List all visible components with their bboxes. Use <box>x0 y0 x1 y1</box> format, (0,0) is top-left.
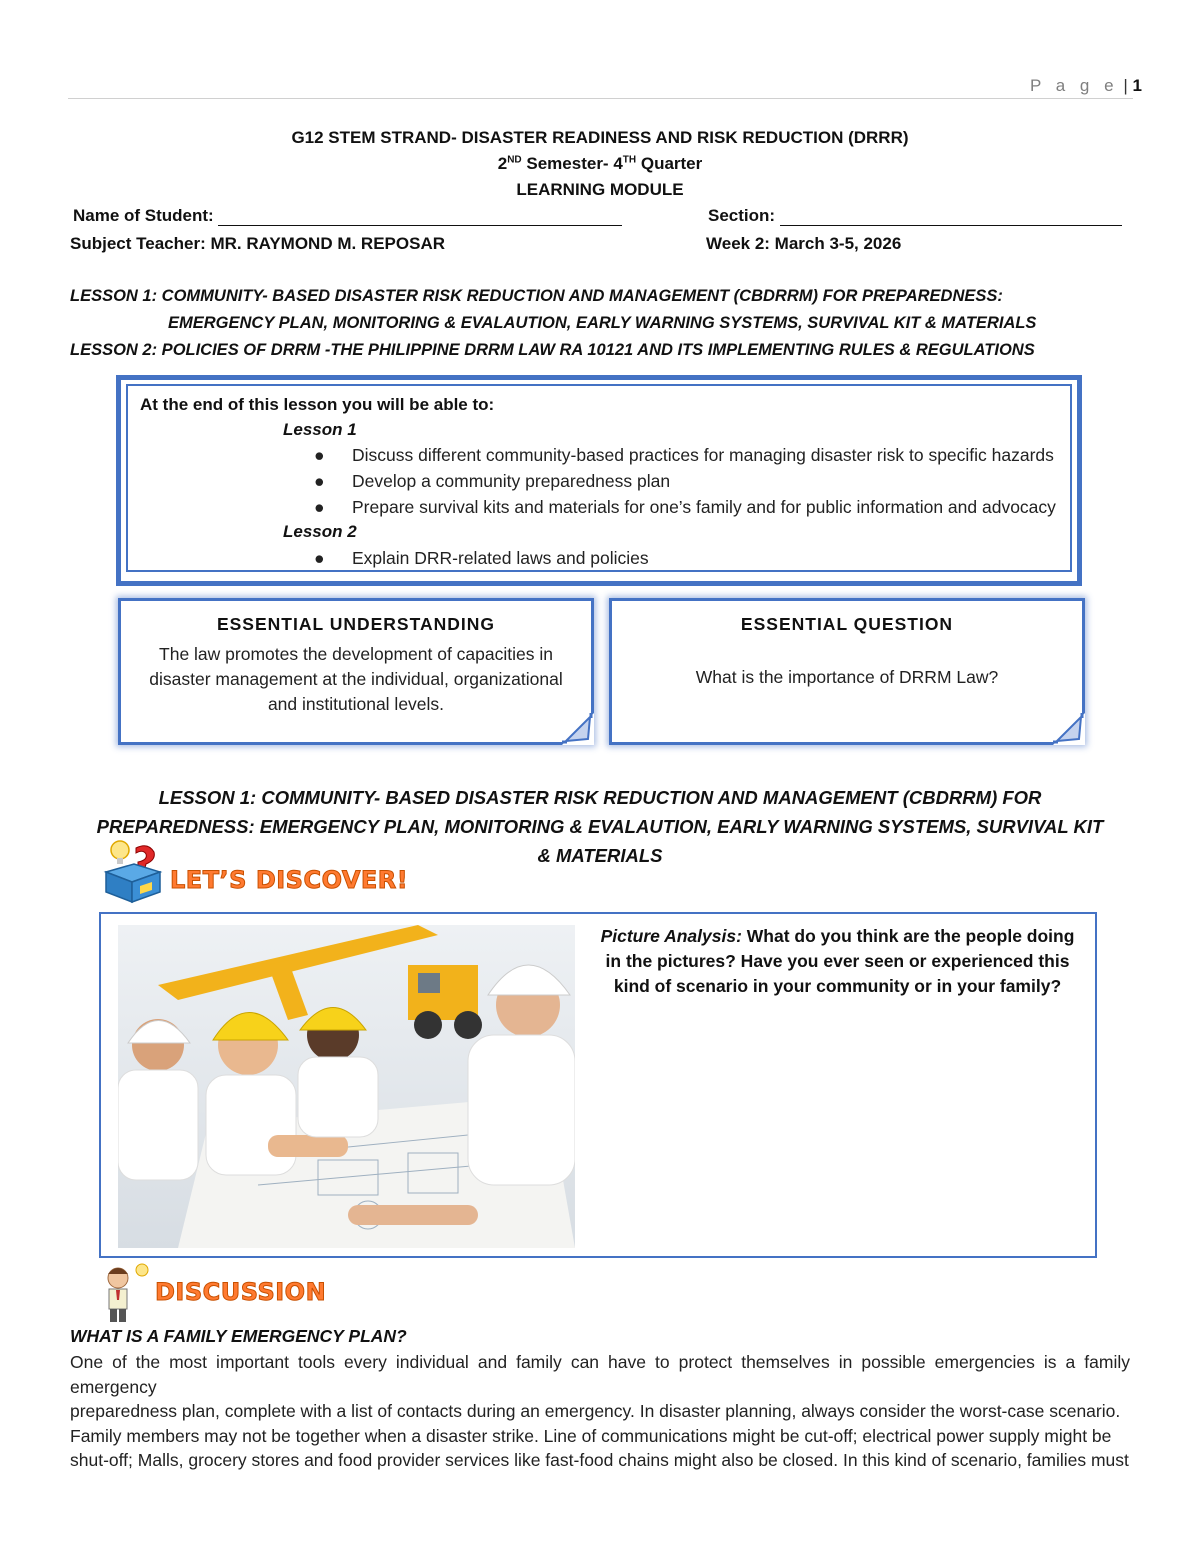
bullet-icon: ● <box>314 548 325 568</box>
page-number <box>1030 76 1142 96</box>
semester-sup1: ND <box>507 154 522 166</box>
discussion-heading: WHAT IS A FAMILY EMERGENCY PLAN? <box>70 1326 407 1346</box>
objective-item <box>314 445 1054 466</box>
pa-line3: kind of scenario in your community or in your family? <box>613 976 1062 996</box>
objective-item <box>314 471 671 492</box>
section-row <box>708 206 1122 226</box>
picture-analysis-question <box>585 924 1090 999</box>
student-name-field[interactable] <box>218 208 622 226</box>
pa-line1 <box>585 924 1090 949</box>
pa-line1-rest: What do you think are the people doing <box>741 926 1075 946</box>
essential-understanding-body <box>121 642 591 717</box>
eu-line: The law promotes the development of capacities in <box>159 644 553 664</box>
lesson1-heading-line: & MATERIALS <box>537 845 663 866</box>
objective-text: Prepare survival kits and materials for one’s family and for public information and advocacy <box>352 497 1056 517</box>
section-field[interactable] <box>780 208 1122 226</box>
essential-question-card <box>609 598 1085 745</box>
lesson1-header-line1: LESSON 1: COMMUNITY- BASED DISASTER RISK REDUCTION AND MANAGEMENT (CBDRRM) FOR PREPAREDNESS: <box>70 287 1003 305</box>
pa-line2: in the pictures? Have you ever seen or experienced this <box>605 951 1070 971</box>
essential-understanding-card <box>118 598 594 745</box>
paragraph-line: preparedness plan, complete with a list of contacts during an emergency. In disaster planning, always consider the worst-case scenario. <box>70 1401 1121 1421</box>
essential-question-body: What is the importance of DRRM Law? <box>695 667 999 687</box>
paragraph-line: shut-off; Malls, grocery stores and food provider services like fast-food chains might also be closed. In this kind of scenario, families must <box>70 1450 1129 1470</box>
objectives-lesson1-label: Lesson 1 <box>283 420 357 439</box>
module-title: G12 STEM STRAND- DISASTER READINESS AND RISK REDUCTION (DRRR) <box>291 128 909 147</box>
paragraph-line: Family members may not be together when a disaster strike. Line of communications might be cut-off; electrical power supply might be <box>70 1425 1112 1446</box>
eu-line: and institutional levels. <box>267 694 445 714</box>
paragraph-line: One of the most important tools every individual and family can have to protect themselves in possible emergencies is a family emergency <box>70 1352 1130 1397</box>
lesson1-heading-line: LESSON 1: COMMUNITY- BASED DISASTER RISK REDUCTION AND MANAGEMENT (CBDRRM) FOR <box>158 787 1042 808</box>
subject-teacher: Subject Teacher: MR. RAYMOND M. REPOSAR <box>70 234 446 253</box>
discussion-label: DISCUSSION <box>155 1278 327 1306</box>
week-dates: Week 2: March 3-5, 2026 <box>706 234 902 253</box>
discover-box-icon <box>102 838 164 904</box>
bullet-icon: ● <box>314 471 325 491</box>
header-rule <box>68 98 1133 99</box>
lesson2-header-line: LESSON 2: POLICIES OF DRRM -THE PHILIPPINE DRRM LAW RA 10121 AND ITS IMPLEMENTING RULES & REGULATIONS <box>70 341 1035 359</box>
section-label: Section: <box>708 206 776 225</box>
eu-line: disaster management at the individual, organizational <box>149 669 563 689</box>
objectives-lesson2-label: Lesson 2 <box>283 522 357 541</box>
essential-understanding-title: ESSENTIAL UNDERSTANDING <box>216 614 496 634</box>
objectives-intro: At the end of this lesson you will be able to: <box>140 395 495 414</box>
semester-prefix: 2 <box>497 154 508 173</box>
essential-question-title: ESSENTIAL QUESTION <box>740 614 954 634</box>
module-subtitle: LEARNING MODULE <box>516 180 684 199</box>
objective-item <box>314 548 649 569</box>
semester-sup2: TH <box>622 154 637 166</box>
student-name-label: Name of Student: <box>73 206 214 225</box>
semester-line <box>0 154 1200 174</box>
page-label: P a g e <box>1030 76 1119 95</box>
bullet-icon: ● <box>314 497 325 517</box>
page-number-value: 1 <box>1132 76 1142 95</box>
discussion-paragraph <box>70 1350 1130 1473</box>
construction-workers-photo <box>118 925 575 1248</box>
lets-discover-label: LET’S DISCOVER! <box>170 866 409 894</box>
teacher-icon <box>98 1262 150 1324</box>
lesson1-heading-line: PREPAREDNESS: EMERGENCY PLAN, MONITORING & EVALAUTION, EARLY WARNING SYSTEMS, SURVIVAL KIT <box>96 816 1104 837</box>
objective-text: Develop a community preparedness plan <box>352 471 671 491</box>
bullet-icon: ● <box>314 445 325 465</box>
student-name-row <box>73 206 622 226</box>
picture-analysis-lead: Picture Analysis: <box>600 926 742 946</box>
lesson1-heading <box>40 783 1160 870</box>
objective-text: Discuss different community-based practices for managing disaster risk to specific hazards <box>352 445 1054 465</box>
lesson1-header-line2: EMERGENCY PLAN, MONITORING & EVALAUTION, EARLY WARNING SYSTEMS, SURVIVAL KIT & MATERIALS <box>168 314 1037 332</box>
objective-item <box>314 497 1056 518</box>
page-fold-icon <box>1053 713 1085 745</box>
page-separator: | <box>1123 76 1128 95</box>
page-fold-icon <box>562 713 594 745</box>
objective-text: Explain DRR-related laws and policies <box>352 548 649 568</box>
semester-suffix: Quarter <box>636 154 703 173</box>
semester-mid: Semester- 4 <box>521 154 623 173</box>
